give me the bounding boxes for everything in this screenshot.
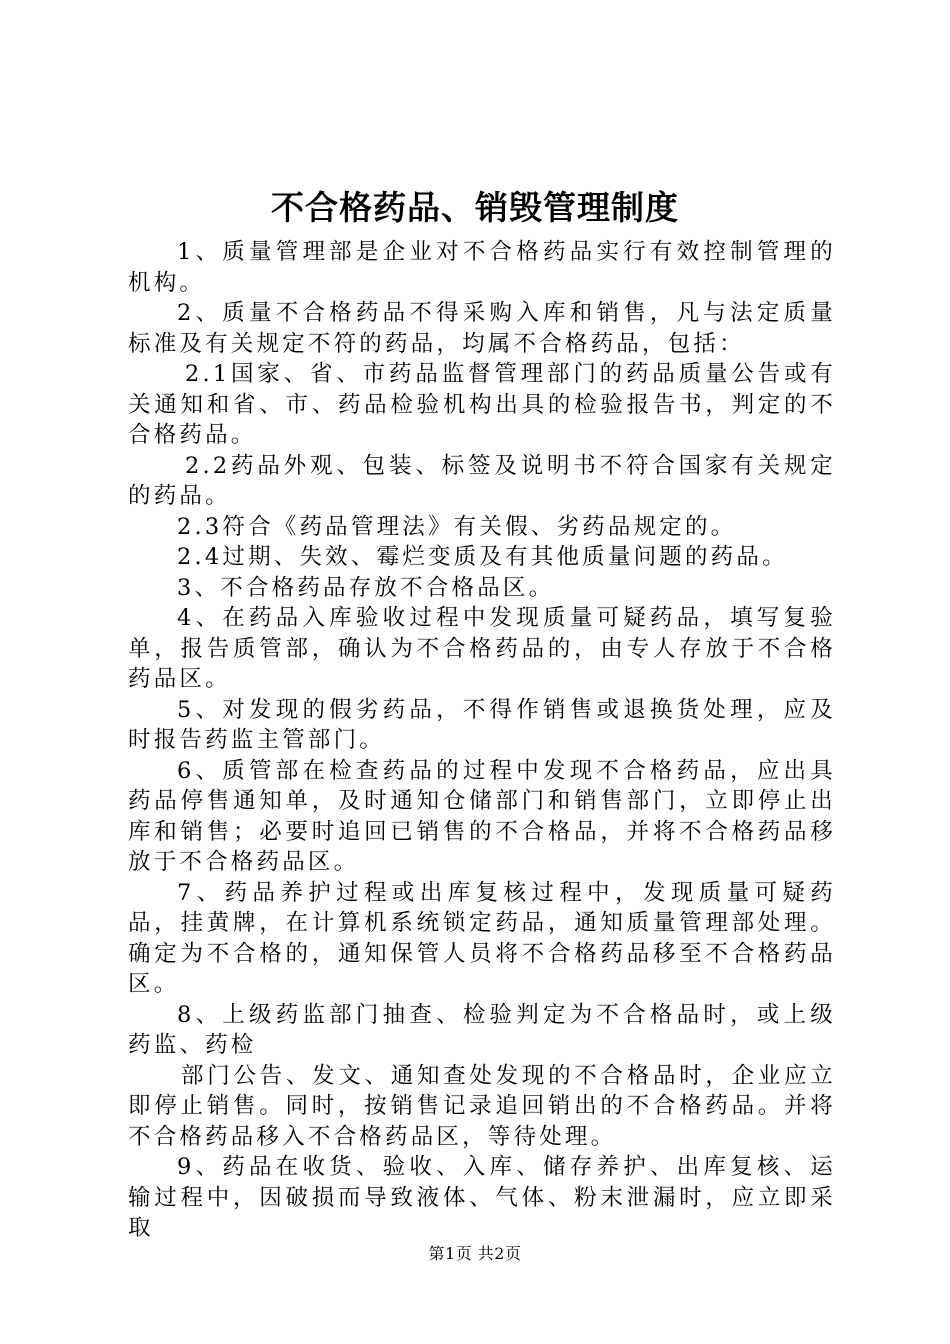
paragraph-9: 9、药品在收货、验收、入库、储存养护、出库复核、运输过程中，因破损而导致液体、气体、粉末泄漏时，应立即采取	[128, 1154, 836, 1241]
paragraph-8: 8、上级药监部门抽查、检验判定为不合格品时，或上级药监、药检	[128, 1001, 836, 1058]
page-footer: 第1页 共2页	[428, 1244, 522, 1263]
paragraph-2: 2、质量不合格药品不得采购入库和销售，凡与法定质量标准及有关规定不符的药品，均属不合格药品，包括：	[128, 300, 836, 357]
document-body	[128, 237, 836, 1244]
paragraph-2-1: 2.1国家、省、市药品监督管理部门的药品质量公告或有关通知和省、市、药品检验机构出具的检验报告书，判定的不合格药品。	[128, 361, 836, 448]
paragraph-8-continued: 部门公告、发文、通知查处发现的不合格品时，企业应立即停止销售。同时，按销售记录追回销出的不合格药品。并将不合格药品移入不合格药品区，等待处理。	[128, 1062, 836, 1150]
paragraph-4: 4、在药品入库验收过程中发现质量可疑药品，填写复验单，报告质管部，确认为不合格药品的，由专人存放于不合格药品区。	[128, 605, 836, 692]
paragraph-2-3: 2.3符合《药品管理法》有关假、劣药品规定的。	[177, 513, 737, 540]
paragraph-2-2: 2.2药品外观、包装、标签及说明书不符合国家有关规定的药品。	[128, 452, 836, 509]
paragraph-3: 3、不合格药品存放不合格品区。	[177, 574, 555, 601]
paragraph-2-4: 2.4过期、失效、霉烂变质及有其他质量问题的药品。	[177, 544, 788, 570]
paragraph-5: 5、对发现的假劣药品，不得作销售或退换货处理，应及时报告药监主管部门。	[128, 696, 836, 753]
paragraph-7: 7、药品养护过程或出库复核过程中，发现质量可疑药品，挂黄牌，在计算机系统锁定药品，通知质量管理部处理。确定为不合格的，通知保管人员将不合格药品移至不合格药品区。	[128, 879, 836, 997]
paragraph-6: 6、质管部在检查药品的过程中发现不合格药品，应出具药品停售通知单，及时通知仓储部门和销售部门，立即停止出库和销售；必要时追回已销售的不合格品，并将不合格药品移放于不合格药品区。	[128, 757, 836, 875]
document-title: 不合格药品、销毁管理制度	[271, 188, 679, 227]
paragraph-1: 1、质量管理部是企业对不合格药品实行有效控制管理的机构。	[128, 239, 836, 296]
